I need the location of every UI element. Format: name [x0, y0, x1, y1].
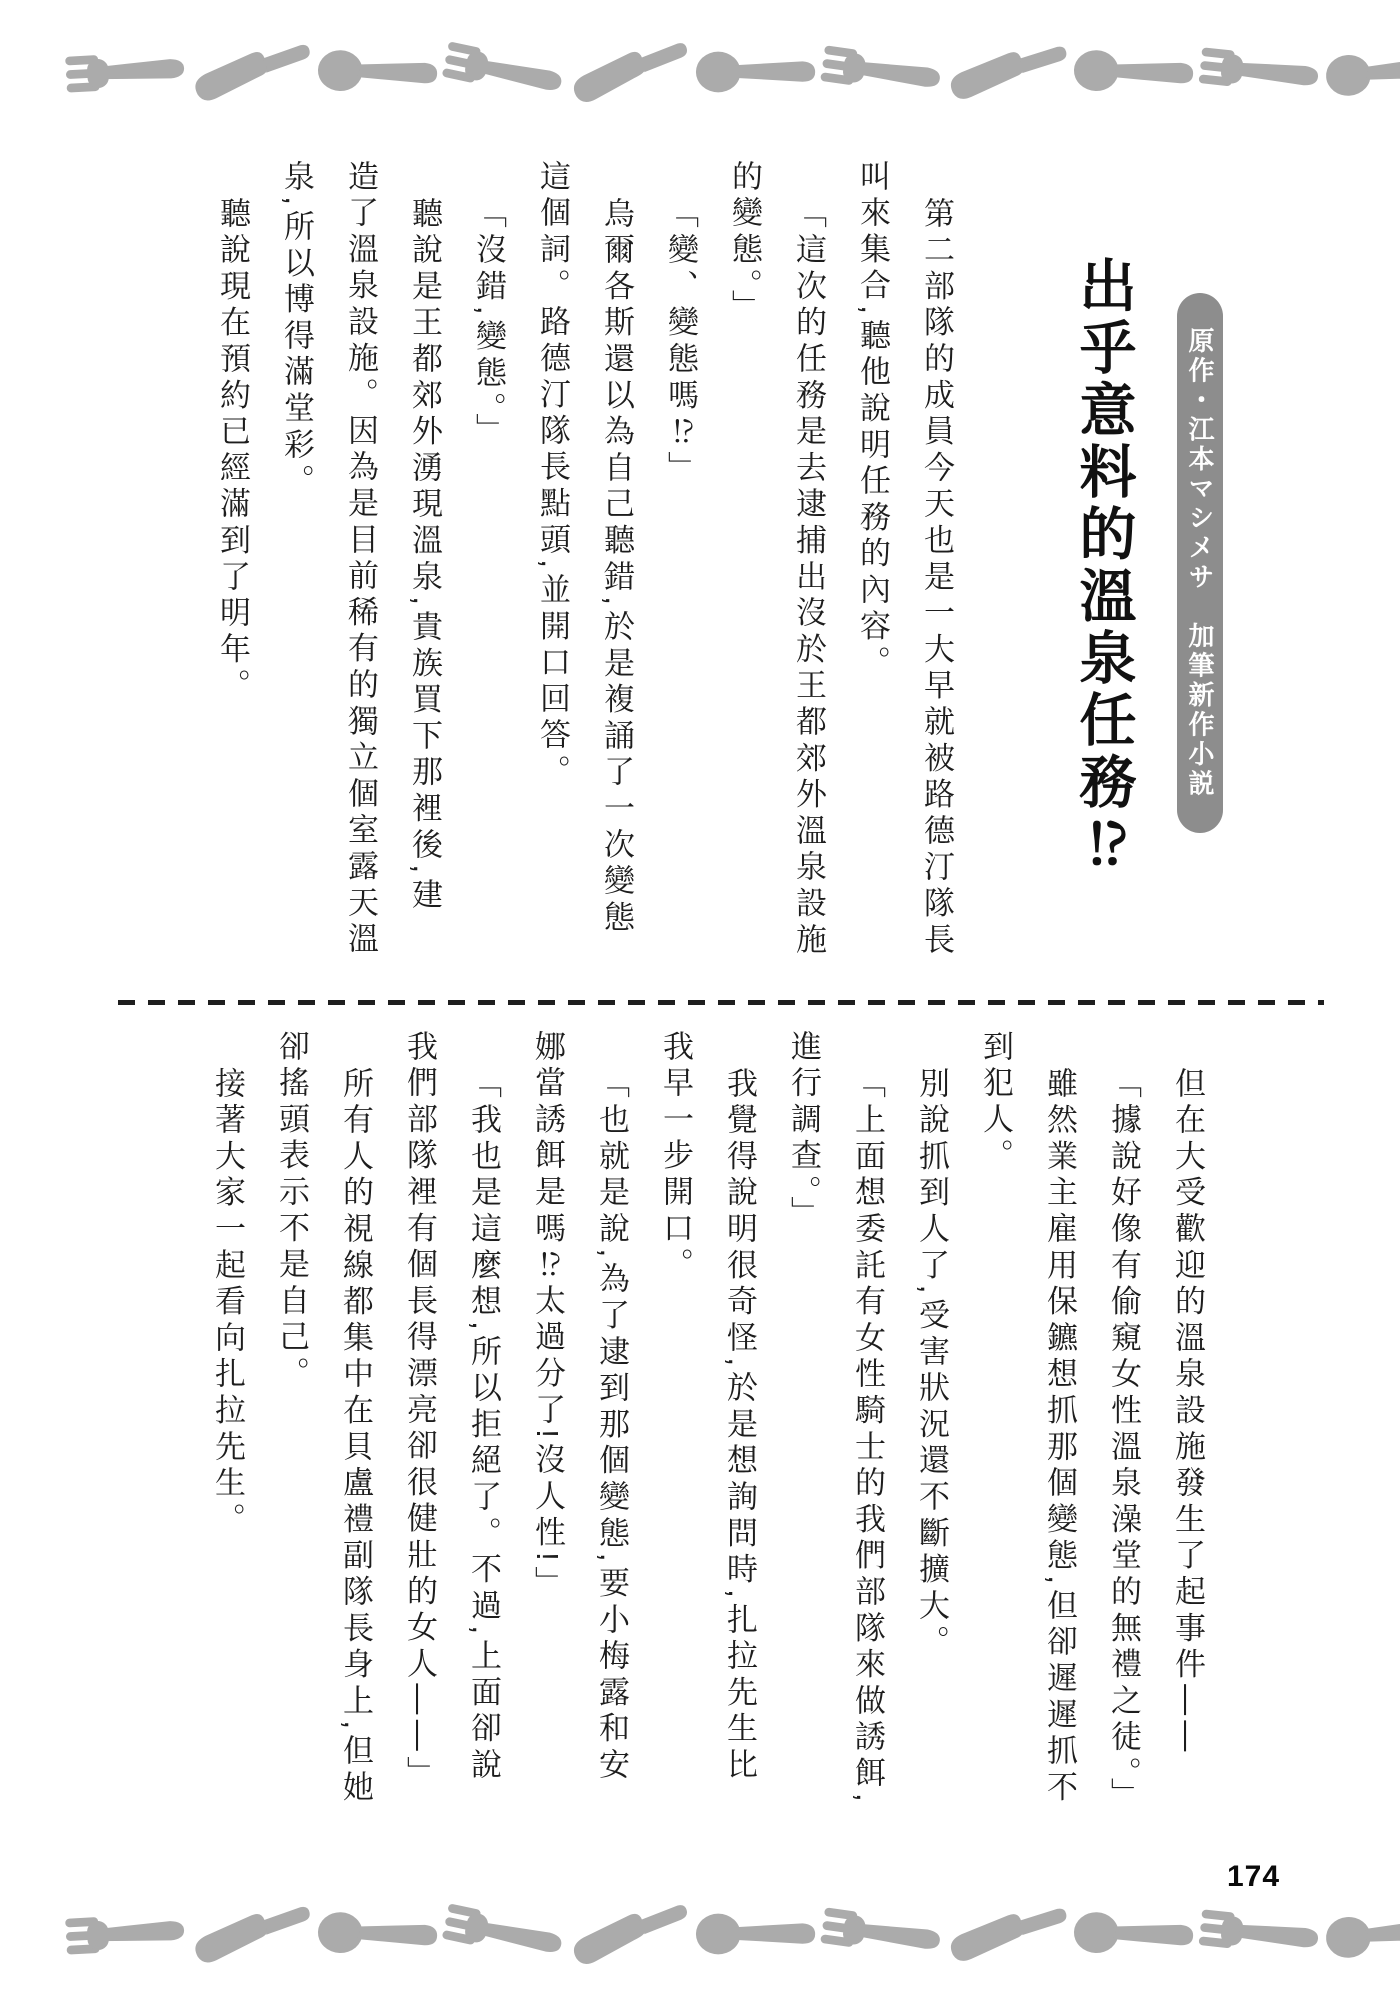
- text-column: 「變、變態嗎⁉」: [663, 196, 698, 487]
- spoon-icon: [694, 1909, 820, 1959]
- knife-icon: [942, 34, 1076, 109]
- spoon-icon: [1322, 42, 1400, 103]
- credit-badge: [1177, 293, 1223, 833]
- text-column: 接著大家一起看向扎拉先生。: [210, 1066, 245, 1539]
- text-column: 別說抓到人了,受害狀況還不斷擴大。: [914, 1066, 949, 1662]
- fork-icon: [438, 34, 572, 109]
- text-column: 所有人的視線都集中在貝盧禮副隊長身上,但她: [338, 1066, 373, 1807]
- knife-icon: [564, 31, 699, 114]
- text-column: 的變態。」: [727, 160, 762, 326]
- fork-icon: [1196, 1903, 1327, 1966]
- story-upper-block: [200, 160, 968, 968]
- fork-icon: [817, 1900, 949, 1967]
- utensil-border-bottom: [64, 1906, 1356, 1962]
- fork-icon: [817, 38, 949, 105]
- text-column: 我覺得說明很奇怪,於是想詢問時,扎拉先生比: [722, 1066, 757, 1785]
- text-column: 聽說是王都郊外湧現溫泉,貴族買下那裡後,建: [407, 196, 442, 915]
- page-number: 174: [1227, 1860, 1281, 1893]
- text-column: 「也就是說,為了逮到那個變態,要小梅露和安: [594, 1066, 629, 1785]
- text-column: 泉,所以博得滿堂彩。: [279, 160, 314, 501]
- utensil-border-top: [64, 44, 1356, 100]
- spoon-icon: [694, 47, 820, 97]
- spoon-icon: [1071, 1907, 1199, 1961]
- text-column: 「我也是這麼想,所以拒絕了。不過,上面卻說: [466, 1066, 501, 1785]
- text-column: 但在大受歡迎的溫泉設施發生了起事件——: [1170, 1066, 1205, 1757]
- story-lower-block: [195, 1030, 1219, 1906]
- text-column: 「沒錯,變態。」: [471, 196, 506, 450]
- text-column: 造了溫泉設施。因為是目前稀有的獨立個室露天溫: [343, 160, 378, 959]
- text-column: 「據說好像有偷窺女性溫泉澡堂的無禮之徒。」: [1106, 1066, 1141, 1814]
- fork-icon: [1196, 41, 1327, 104]
- spoon-icon: [315, 45, 443, 99]
- text-column: 聽說現在預約已經滿到了明年。: [215, 196, 250, 705]
- text-column: 娜當誘餌是嗎⁉太過分了!沒人性!」: [530, 1030, 565, 1603]
- text-column: 第二部隊的成員今天也是一大早就被路德汀隊長: [919, 196, 954, 959]
- credit-badge-text: 原作・江本マシメサ 加筆新作小説: [1185, 327, 1215, 799]
- text-column: 進行調查。」: [786, 1030, 821, 1233]
- text-column: 到犯人。: [978, 1030, 1013, 1176]
- text-column: 烏爾各斯還以為自己聽錯,於是複誦了一次變態: [599, 196, 634, 937]
- spoon-icon: [1071, 45, 1199, 99]
- text-column: 我們部隊裡有個長得漂亮卻很健壯的女人——」: [402, 1030, 437, 1793]
- text-column: 這個詞。路德汀隊長點頭,並開口回答。: [535, 160, 570, 792]
- text-column: 我早一步開口。: [658, 1030, 693, 1285]
- fork-icon: [63, 44, 191, 101]
- fork-icon: [63, 1906, 191, 1963]
- text-column: 叫來集合,聽他說明任務的內容。: [855, 160, 890, 683]
- page-title: 出乎意料的溫泉任務⁉: [1071, 256, 1135, 876]
- text-column: 雖然業主雇用保鑣想抓那個變態,但卻遲遲抓不: [1042, 1066, 1077, 1807]
- section-divider: [118, 1000, 1324, 1005]
- text-column: 卻搖頭表示不是自己。: [274, 1030, 309, 1393]
- text-column: 「這次的任務是去逮捕出沒於王都郊外溫泉設施: [791, 196, 826, 959]
- knife-icon: [186, 1895, 320, 1974]
- spoon-icon: [315, 1907, 443, 1961]
- knife-icon: [564, 1893, 699, 1976]
- knife-icon: [186, 33, 320, 112]
- fork-icon: [438, 1896, 572, 1971]
- spoon-icon: [1322, 1904, 1400, 1965]
- knife-icon: [942, 1896, 1076, 1971]
- text-column: 「上面想委託有女性騎士的我們部隊來做誘餌,: [850, 1066, 885, 1807]
